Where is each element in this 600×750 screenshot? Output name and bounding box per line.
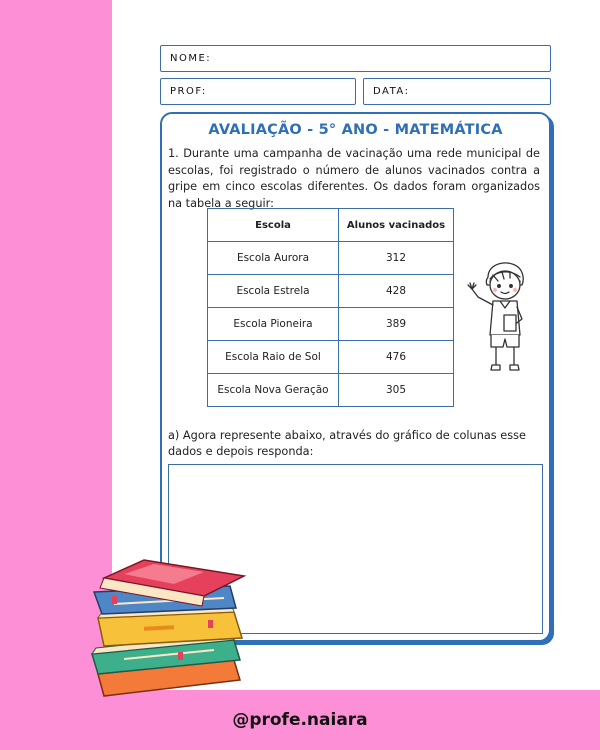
worksheet-title: AVALIAÇÃO - 5° ANO - MATEMÁTICA — [208, 122, 503, 138]
table-row — [208, 341, 454, 374]
vaccination-table — [207, 208, 454, 407]
table-row — [208, 242, 454, 275]
vaccinated-count-cell: 312 — [339, 242, 454, 275]
vaccinated-count-cell: 389 — [339, 308, 454, 341]
name-field[interactable] — [160, 45, 551, 72]
table-row — [208, 374, 454, 407]
vaccinated-count-cell: 476 — [339, 341, 454, 374]
question-a-text: a) Agora represente abaixo, através do gráfico de colunas esse dados e depois responda: — [168, 429, 526, 458]
school-name-cell: Escola Pioneira — [208, 308, 339, 341]
table-row — [208, 275, 454, 308]
school-name-cell: Escola Aurora — [208, 242, 339, 275]
column-header-vaccinated: Alunos vacinados — [339, 209, 454, 242]
vaccinated-count-cell: 305 — [339, 374, 454, 407]
school-name-cell: Escola Estrela — [208, 275, 339, 308]
child-waving-icon — [460, 255, 540, 385]
date-label: DATA: — [373, 86, 410, 97]
date-field[interactable] — [363, 78, 551, 105]
table-header-row — [208, 209, 454, 242]
name-label: NOME: — [170, 53, 212, 64]
book-stack-icon — [84, 556, 250, 706]
column-header-school: Escola — [208, 209, 339, 242]
teacher-label: PROF: — [170, 86, 207, 97]
school-name-cell: Escola Raio de Sol — [208, 341, 339, 374]
school-name-cell: Escola Nova Geração — [208, 374, 339, 407]
vaccinated-count-cell: 428 — [339, 275, 454, 308]
question-1-text: 1. Durante uma campanha de vacinação uma rede municipal de escolas, foi registrado o número de alunos vacinados contra a gripe em cinco escolas diferentes. Os dados foram organizados na tabela a seguir: — [168, 147, 540, 210]
teacher-field[interactable] — [160, 78, 356, 105]
table-row — [208, 308, 454, 341]
author-handle: @profe.naiara — [232, 710, 368, 730]
